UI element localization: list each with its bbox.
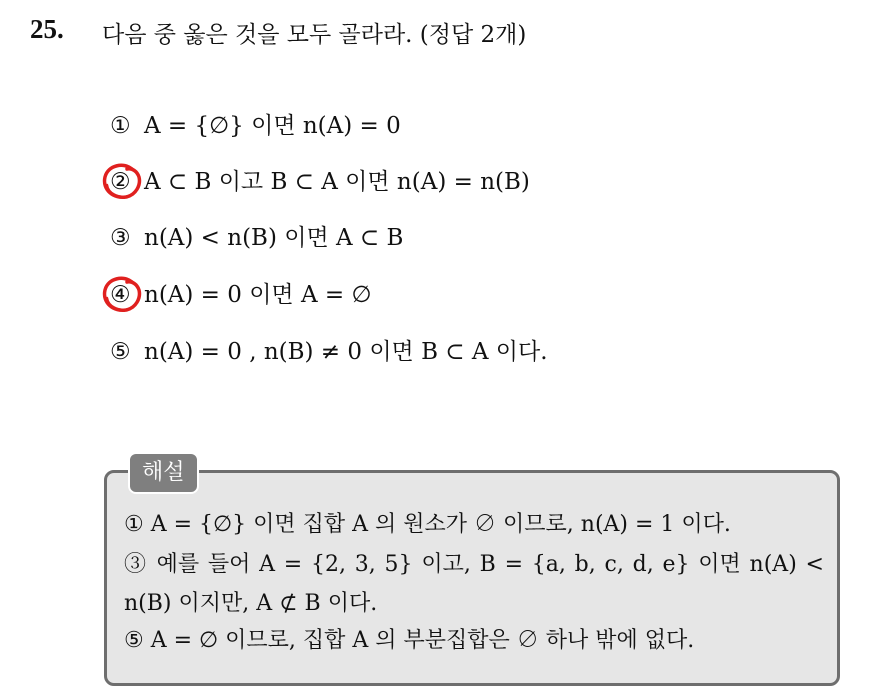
answer-circle-mark bbox=[102, 276, 142, 314]
solution-line-3: n(B) 이지만, A ⊄ B 이다. bbox=[124, 591, 378, 616]
choice-1 bbox=[110, 109, 401, 143]
choice-text: A = {∅} 이면 n(A) = 0 bbox=[144, 113, 401, 139]
choice-number: ③ bbox=[110, 225, 131, 251]
solution-line-4: ⑤ A = ∅ 이므로, 집합 A 의 부분집합은 ∅ 하나 밖에 없다. bbox=[124, 628, 695, 653]
choice-text: A ⊂ B 이고 B ⊂ A 이면 n(A) = n(B) bbox=[144, 169, 530, 195]
choice-number: ④ bbox=[110, 282, 131, 308]
answer-circle-mark bbox=[102, 163, 142, 201]
choice-number: ⑤ bbox=[110, 339, 131, 365]
choice-5 bbox=[110, 335, 548, 369]
solution-label: 해설 bbox=[128, 452, 199, 494]
choice-text: n(A) = 0 이면 A = ∅ bbox=[144, 282, 372, 308]
choice-text: n(A) = 0 , n(B) ≠ 0 이면 B ⊂ A 이다. bbox=[144, 339, 548, 365]
choice-4 bbox=[110, 278, 372, 312]
solution-line-2: ③ 예를 들어 A = {2, 3, 5} 이고, B = {a, b, c, d, e} 이면 n(A) < bbox=[124, 552, 824, 577]
choice-number: ① bbox=[110, 113, 131, 139]
choice-2 bbox=[110, 165, 530, 199]
question-prompt: 다음 중 옳은 것을 모두 골라라. (정답 2개) bbox=[102, 22, 527, 48]
choice-text: n(A) < n(B) 이면 A ⊂ B bbox=[144, 225, 404, 251]
question-number: 25. bbox=[30, 14, 64, 44]
choice-3 bbox=[110, 221, 403, 255]
solution-line-1: ① A = {∅} 이면 집합 A 의 원소가 ∅ 이므로, n(A) = 1 이다. bbox=[124, 512, 731, 537]
choice-number: ② bbox=[110, 169, 131, 195]
